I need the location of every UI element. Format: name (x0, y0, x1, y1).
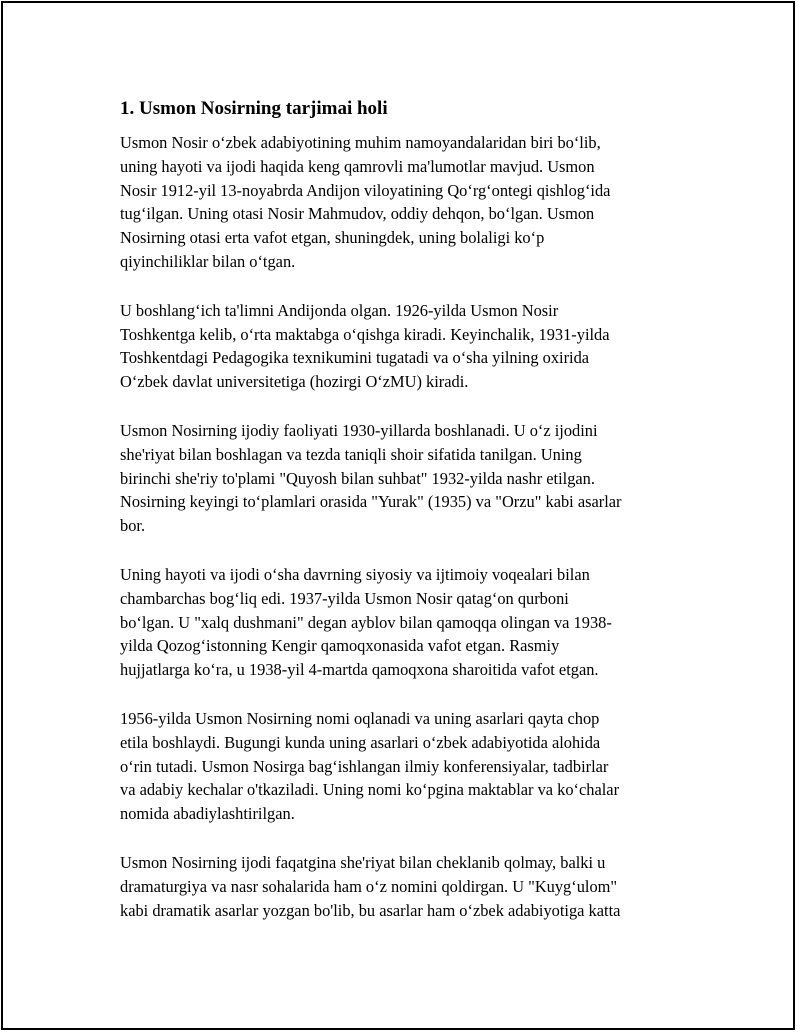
paragraph-3 (120, 419, 686, 538)
text-line: Usmon Nosirning ijodiy faoliyati 1930-yillarda boshlanadi. U o‘z ijodini (120, 420, 598, 440)
text-line: Toshkentdagi Pedagogika texnikumini tugatadi va o‘sha yilning oxirida (120, 348, 590, 368)
paragraph-2 (120, 299, 686, 394)
text-line: va adabiy kechalar o'tkaziladi. Uning nomi ko‘pgina maktablar va ko‘chalar (120, 780, 620, 800)
text-line: Nosir 1912-yil 13-noyabrda Andijon viloyatining Qo‘rg‘ontegi qishlog‘ida (120, 180, 611, 200)
text-line: dramaturgiya va nasr sohalarida ham o‘z nomini qoldirgan. U "Kuyg‘ulom" (120, 876, 618, 896)
text-line: bor. (120, 516, 146, 536)
text-line: birinchi she'riy to'plami "Quyosh bilan suhbat" 1932-yilda nashr etilgan. (120, 468, 595, 488)
text-line: she'riyat bilan boshlagan va tezda taniqli shoir sifatida tanilgan. Uning (120, 444, 582, 464)
paragraph-6 (120, 851, 686, 922)
text-line: U boshlang‘ich ta'limni Andijonda olgan. 1926-yilda Usmon Nosir (120, 300, 559, 320)
text-line: Nosirning otasi erta vafot etgan, shuningdek, uning bolaligi ko‘p (120, 228, 545, 248)
text-line: o‘rin tutadi. Usmon Nosirga bag‘ishlangan ilmiy konferensiyalar, tadbirlar (120, 756, 609, 776)
text-line: yilda Qozog‘istonning Kengir qamoqxonasida vafot etgan. Rasmiy (120, 636, 560, 656)
text-line: qiyinchiliklar bilan o‘tgan. (120, 251, 296, 271)
paragraph-1 (120, 131, 686, 274)
text-line: Uning hayoti va ijodi o‘sha davrning siyosiy va ijtimoiy voqealari bilan (120, 564, 590, 584)
text-line: uning hayoti va ijodi haqida keng qamrovli ma'lumotlar mavjud. Usmon (120, 156, 595, 176)
text-line: 1956-yilda Usmon Nosirning nomi oqlanadi va uning asarlari qayta chop (120, 708, 600, 728)
text-line: Toshkentga kelib, o‘rta maktabga o‘qishga kiradi. Keyinchalik, 1931-yilda (120, 324, 610, 344)
section-heading: 1. Usmon Nosirning tarjimai holi (120, 98, 388, 119)
paragraph-5 (120, 707, 686, 826)
text-line: O‘zbek davlat universitetiga (hozirgi O‘zMU) kiradi. (120, 372, 469, 392)
text-line: bo‘lgan. U "xalq dushmani" degan ayblov bilan qamoqqa olingan va 1938- (120, 612, 612, 632)
text-line: chambarchas bog‘liq edi. 1937-yilda Usmon Nosir qatag‘on qurboni (120, 588, 569, 608)
document-page (1, 1, 795, 1030)
paragraph-4 (120, 563, 686, 682)
text-line: nomida abadiylashtirilgan. (120, 804, 295, 824)
text-line: Nosirning keyingi to‘plamlari orasida "Yurak" (1935) va "Orzu" kabi asarlar (120, 492, 622, 512)
text-line: tug‘ilgan. Uning otasi Nosir Mahmudov, oddiy dehqon, bo‘lgan. Usmon (120, 204, 595, 224)
text-line: kabi dramatik asarlar yozgan bo'lib, bu asarlar ham o‘zbek adabiyotiga katta (120, 900, 621, 920)
text-line: etila boshlaydi. Bugungi kunda uning asarlari o‘zbek adabiyotida alohida (120, 732, 601, 752)
text-line: Usmon Nosirning ijodi faqatgina she'riyat bilan cheklanib qolmay, balki u (120, 852, 606, 872)
text-line: Usmon Nosir o‘zbek adabiyotining muhim namoyandalaridan biri bo‘lib, (120, 133, 601, 152)
text-line: hujjatlarga ko‘ra, u 1938-yil 4-martda qamoqxona sharoitida vafot etgan. (120, 660, 599, 680)
document-content (120, 97, 686, 947)
